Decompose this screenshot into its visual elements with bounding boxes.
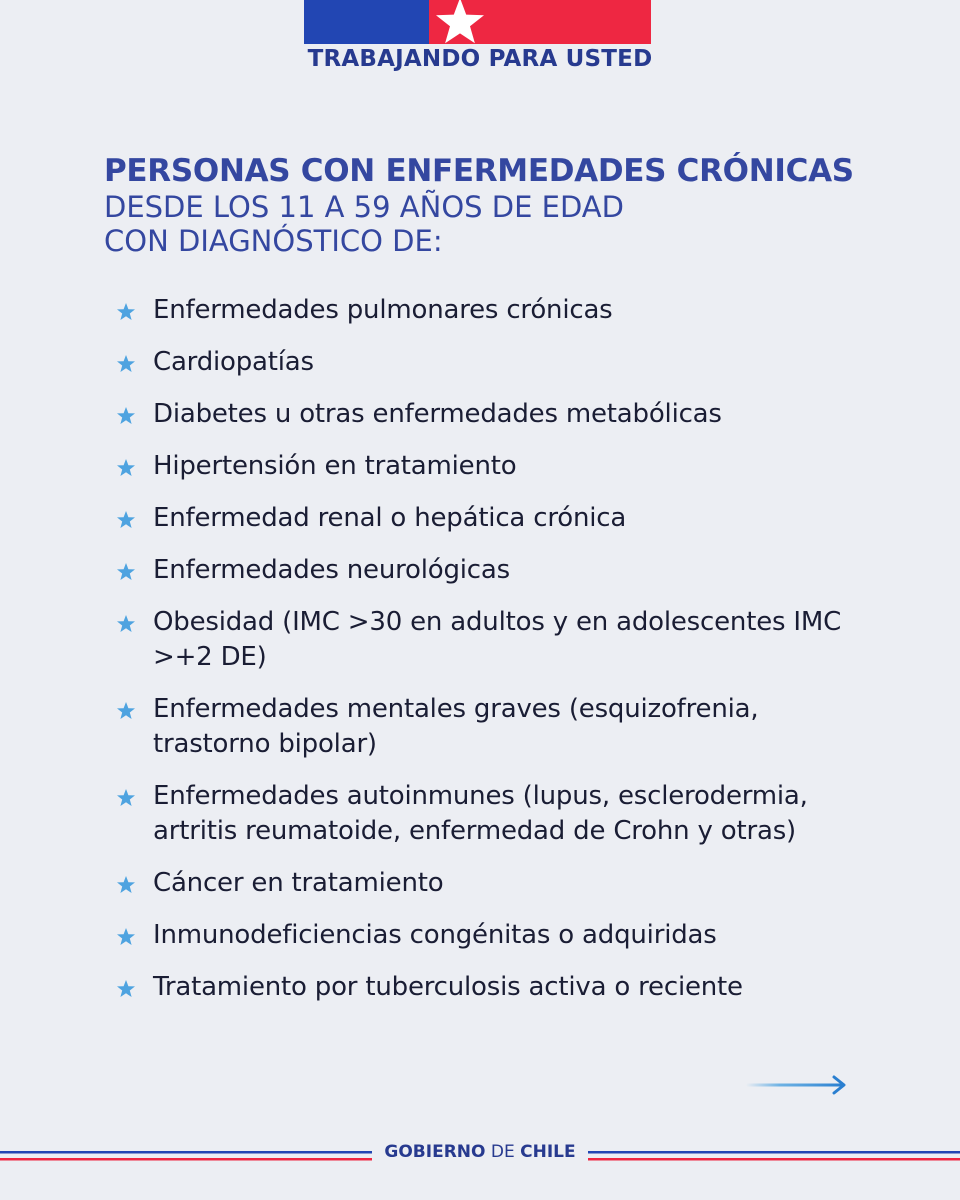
list-item	[116, 293, 856, 328]
star-icon	[116, 458, 136, 478]
list-item	[116, 553, 856, 588]
star-icon	[116, 562, 136, 582]
star-icon	[116, 406, 136, 426]
star-icon	[116, 614, 136, 634]
tagline: TRABAJANDO PARA USTED	[307, 46, 653, 72]
list-item	[116, 449, 856, 484]
star-icon	[116, 875, 136, 895]
list-item-text: Inmunodeficiencias congénitas o adquiridas	[153, 920, 717, 950]
star-icon	[116, 788, 136, 808]
list-item-text: Enfermedades autoinmunes (lupus, esclerodermia, artritis reumatoide, enfermedad de Crohn y otras)	[153, 781, 808, 846]
list-item	[116, 692, 856, 762]
list-item-text: Obesidad (IMC >30 en adultos y en adolescentes IMC >+2 DE)	[153, 607, 842, 672]
chile-flag-logo	[304, 0, 651, 44]
list-item	[116, 918, 856, 953]
list-item-text: Enfermedades mentales graves (esquizofrenia, trastorno bipolar)	[153, 694, 759, 759]
page-title	[104, 152, 924, 258]
arrow-right-icon[interactable]	[746, 1074, 848, 1096]
star-icon	[116, 354, 136, 374]
list-item-text: Hipertensión en tratamiento	[153, 451, 517, 481]
list-item-text: Tratamiento por tuberculosis activa o reciente	[153, 972, 743, 1002]
list-item-text: Cáncer en tratamiento	[153, 868, 444, 898]
title-line-3: CON DIAGNÓSTICO DE:	[104, 224, 443, 258]
list-item-text: Cardiopatías	[153, 347, 314, 377]
list-item-text: Diabetes u otras enfermedades metabólicas	[153, 399, 722, 429]
condition-list	[116, 293, 856, 1022]
list-item-text: Enfermedades neurológicas	[153, 555, 510, 585]
list-item	[116, 397, 856, 432]
list-item	[116, 970, 856, 1005]
star-icon	[116, 302, 136, 322]
list-item-text: Enfermedad renal o hepática crónica	[153, 503, 627, 533]
star-icon	[116, 979, 136, 999]
star-icon	[116, 510, 136, 530]
footer-brand-chile: CHILE	[520, 1142, 576, 1162]
list-item	[116, 501, 856, 536]
list-item	[116, 866, 856, 901]
list-item	[116, 345, 856, 380]
list-item	[116, 605, 856, 675]
footer-brand-gobierno: GOBIERNO	[384, 1142, 486, 1162]
title-line-2: DESDE LOS 11 A 59 AÑOS DE EDAD	[104, 190, 624, 224]
footer-brand	[0, 1142, 960, 1162]
star-icon	[116, 927, 136, 947]
list-item	[116, 779, 856, 849]
star-icon	[116, 701, 136, 721]
title-line-1: PERSONAS CON ENFERMEDADES CRÓNICAS	[104, 153, 854, 189]
footer-brand-de: DE	[490, 1142, 515, 1162]
list-item-text: Enfermedades pulmonares crónicas	[153, 295, 613, 325]
